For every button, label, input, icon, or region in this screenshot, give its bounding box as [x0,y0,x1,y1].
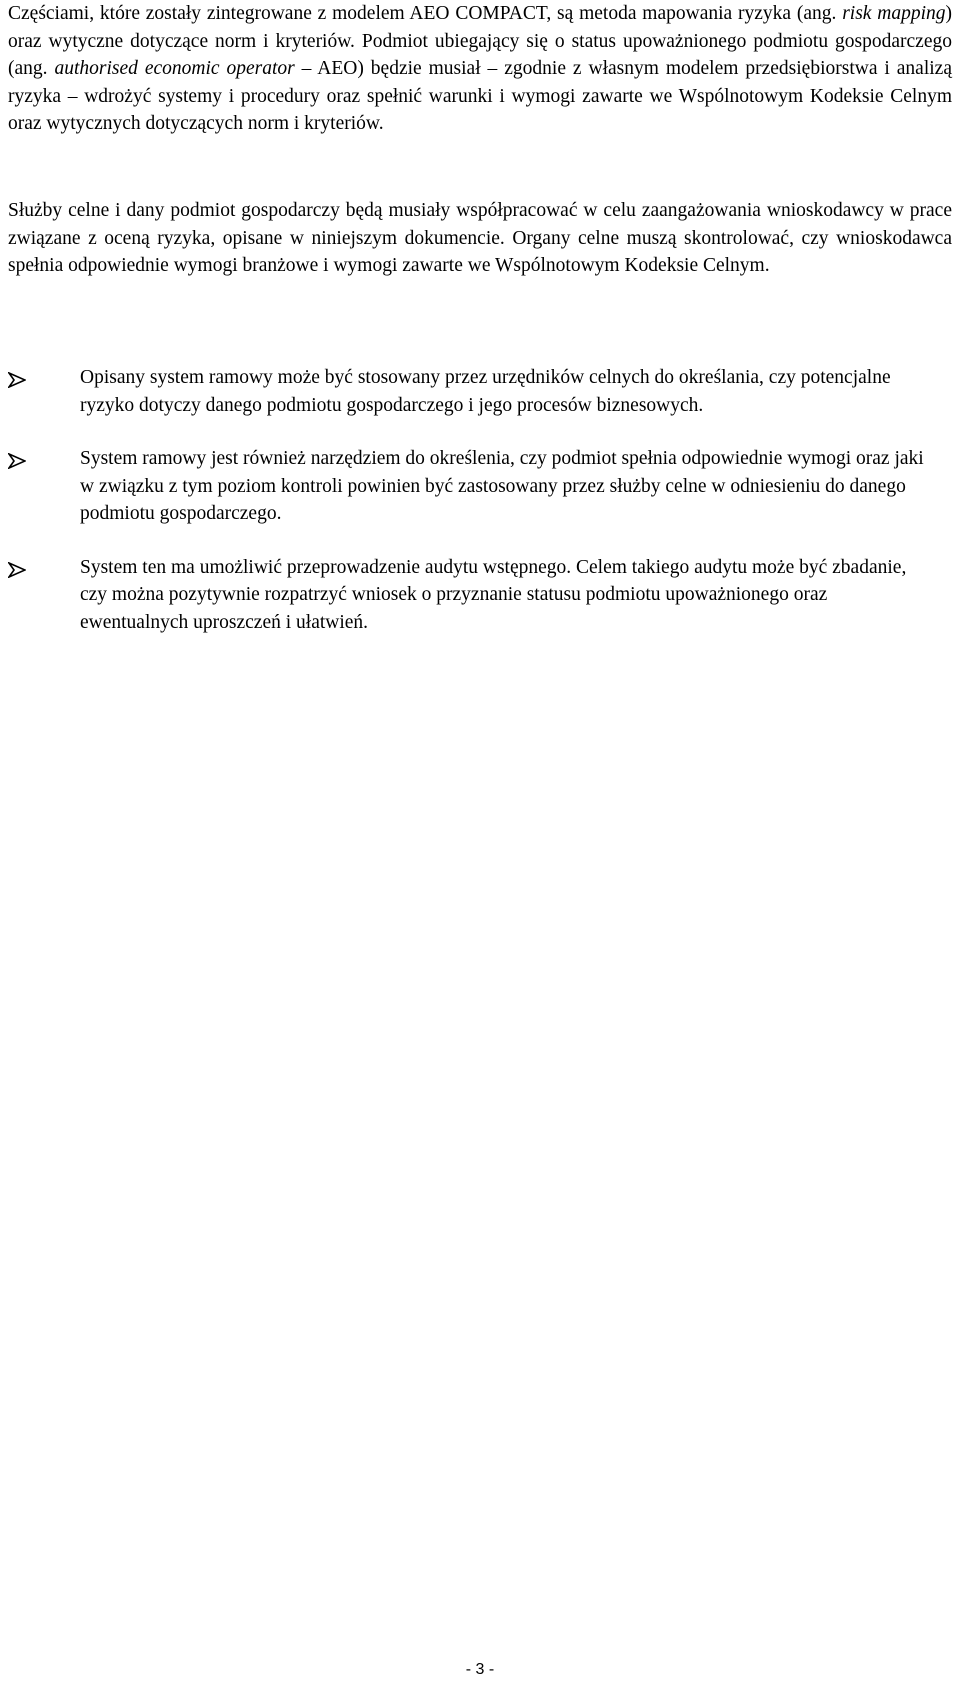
cooperation-paragraph: Służby celne i dany podmiot gospodarczy będą musiały współpracować w celu zaangażowania wnioskodawcy w prace związane z oceną ryzyka, opisane w niniejszym dokumencie. Organy celne muszą skontrolować, czy wnioskodawca spełnia odpowiednie wymogi branżowe i wymogi zawarte we Wspólnotowym Kodeksie Celnym. [8,200,952,276]
bullet-item [8,445,938,528]
intro-text-part-a: Częściami, które zostały zintegrowane z modelem AEO COMPACT, są metoda mapowania ryzyka (ang. [8,3,843,24]
bullet-text: Opisany system ramowy może być stosowany przez urzędników celnych do określania, czy potencjalne ryzyko dotyczy danego podmiotu gospodarczego i jego procesów biznesowych. [80,367,891,416]
bullet-list [8,364,938,662]
intro-paragraph [8,0,952,138]
arrowhead-bullet-icon [8,372,26,388]
intro-text-part-b: ) oraz wytyczne dotyczące norm i kryteriów. Podmiot ubiegający się o status upoważnionego podmiotu gospodarczego (ang. [8,3,952,79]
bullet-item [8,364,938,419]
arrowhead-bullet-icon [8,453,26,469]
bullet-text: System ten ma umożliwić przeprowadzenie audytu wstępnego. Celem takiego audytu może być zbadanie, czy można pozytywnie rozpatrzyć wniosek o przyznanie statusu podmiotu upoważnionego oraz ewentualnych uproszczeń i ułatwień. [80,556,907,633]
arrowhead-bullet-icon [8,562,26,578]
intro-text-part-c: – AEO) będzie musiał – zgodnie z własnym modelem przedsiębiorstwa i analizą ryzyka – wdrożyć systemy i procedury oraz spełnić warunki i wymogi zawarte we Wspólnotowym Kodeksie Celnym oraz wytycznych dotyczących norm i kryteriów. [8,58,952,134]
bullet-text: System ramowy jest również narzędziem do określenia, czy podmiot spełnia odpowiednie wymogi oraz jaki w związku z tym poziom kontroli powinien być zastosowany przez służby celne w odniesieniu do danego podmiotu gospodarczego. [80,448,924,524]
term-risk-mapping: risk mapping [842,3,946,24]
page-number: - 3 - [465,1661,495,1678]
bullet-item [8,554,938,637]
term-authorised-economic-operator: authorised economic operator [54,58,295,79]
